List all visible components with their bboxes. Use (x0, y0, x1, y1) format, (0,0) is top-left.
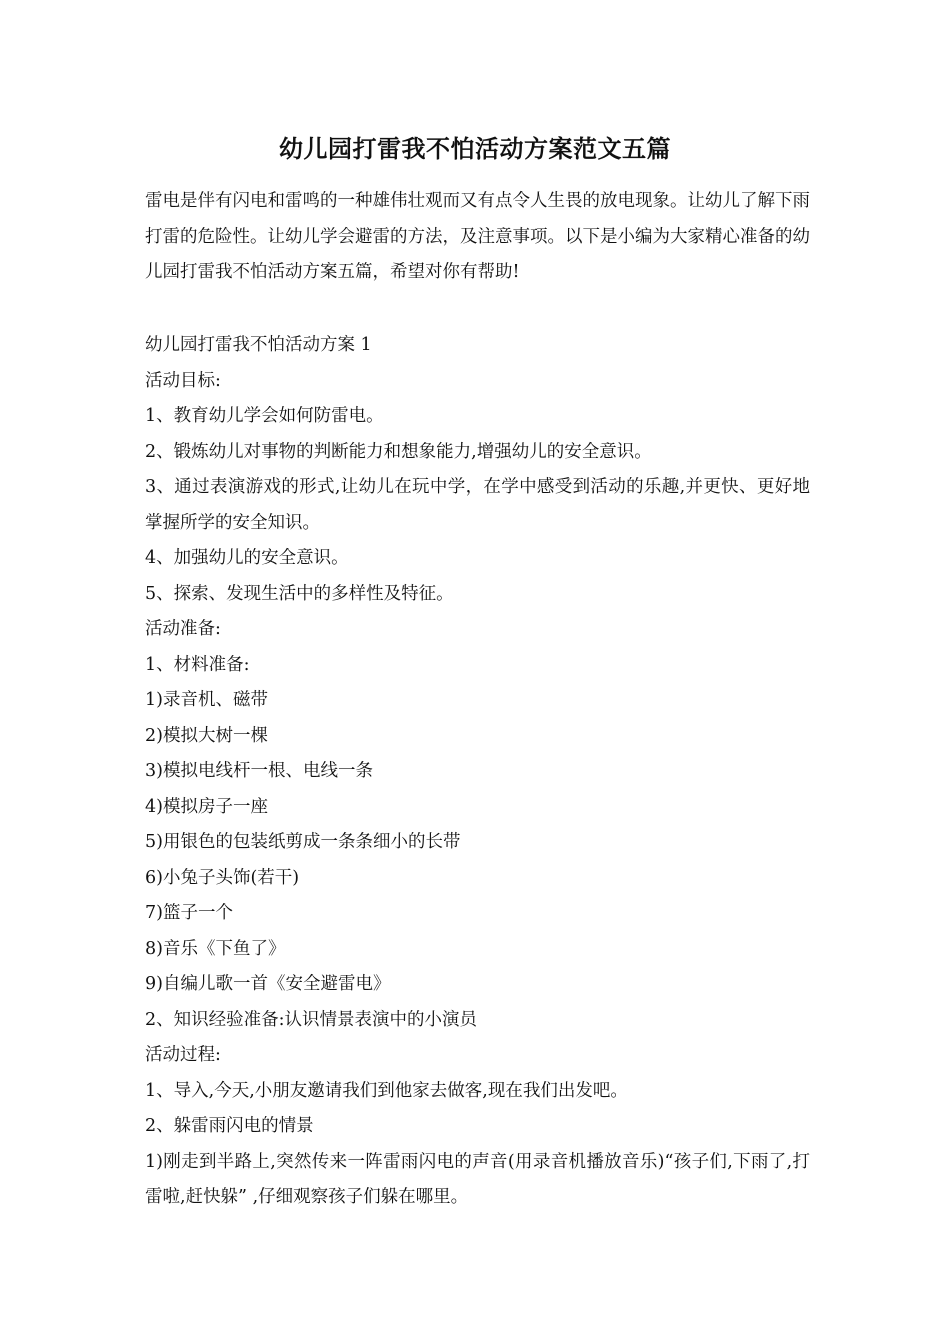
goal-item: 4、加强幼儿的安全意识。 (145, 548, 349, 568)
material-item: 4)模拟房子一座 (145, 796, 268, 817)
material-item: 3)模拟电线杆一根、电线一条 (145, 761, 373, 781)
materials-heading: 1、材料准备: (145, 654, 250, 675)
process-heading: 活动过程: (145, 1045, 221, 1065)
material-item: 7)篮子一个 (145, 903, 233, 923)
goal-item: 2、锻炼幼儿对事物的判断能力和想象能力,增强幼儿的安全意识。 (145, 441, 652, 462)
plan-heading: 幼儿园打雷我不怕活动方案 1 (145, 335, 372, 355)
document-title: 幼儿园打雷我不怕活动方案范文五篇 (279, 134, 671, 163)
material-item: 5)用银色的包装纸剪成一条条细小的长带 (145, 832, 461, 852)
goals-heading: 活动目标: (145, 370, 221, 391)
goal-item: 3、通过表演游戏的形式,让幼儿在玩中学，在学中感受到活动的乐趣,并更快、更好地掌握所学的安全知识。 (145, 477, 810, 533)
material-item: 1)录音机、磁带 (145, 690, 268, 710)
material-item: 2)模拟大树一棵 (145, 725, 268, 746)
knowledge-prep: 2、知识经验准备:认识情景表演中的小演员 (145, 1009, 478, 1030)
material-item: 8)音乐《下鱼了》 (145, 938, 286, 959)
process-item: 2、躲雷雨闪电的情景 (145, 1116, 314, 1136)
document-body (145, 328, 810, 1216)
process-item: 1)刚走到半路上,突然传来一阵雷雨闪电的声音(用录音机播放音乐)“孩子们,下雨了,打雷啦,赶快躲” ,仔细观察孩子们躲在哪里。 (145, 1151, 810, 1207)
process-item: 1、导入,今天,小朋友邀请我们到他家去做客,现在我们出发吧。 (145, 1080, 628, 1101)
goal-item: 5、探索、发现生活中的多样性及特征。 (145, 583, 454, 604)
material-item: 9)自编儿歌一首《安全避雷电》 (145, 974, 391, 994)
goal-item: 1、教育幼儿学会如何防雷电。 (145, 406, 384, 426)
material-item: 6)小兔子头饰(若干) (145, 867, 300, 888)
intro-paragraph: 雷电是伴有闪电和雷鸣的一种雄伟壮观而又有点令人生畏的放电现象。让幼儿了解下雨打雷的危险性。让幼儿学会避雷的方法，及注意事项。以下是小编为大家精心准备的幼儿园打雷我不怕活动方案五篇，希望对你有帮助! (145, 191, 810, 282)
prep-heading: 活动准备: (145, 619, 221, 639)
